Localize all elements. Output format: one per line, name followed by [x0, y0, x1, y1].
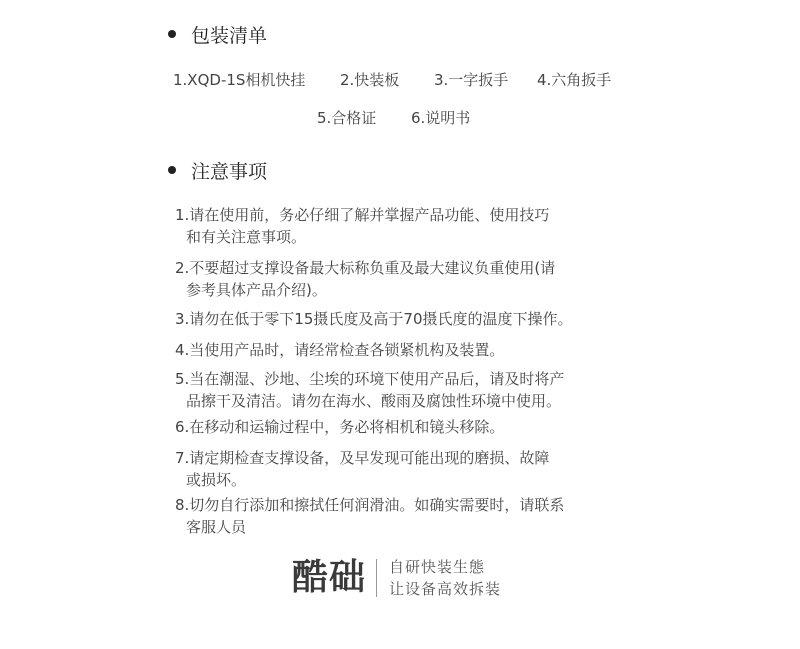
packing-item: 3.一字扳手	[434, 71, 509, 89]
notes-title: 注意事项	[191, 160, 268, 183]
note-line: 品擦干及清洁。请勿在海水、酸雨及腐蚀性环境中使用。	[186, 392, 562, 410]
brand-footer	[292, 556, 501, 600]
note-line: 3.请勿在低于零下15摄氏度及高于70摄氏度的温度下操作。	[175, 310, 573, 328]
note-item	[175, 339, 504, 361]
brand-slogan	[389, 556, 501, 600]
notes-heading	[166, 158, 267, 182]
note-item	[175, 494, 564, 538]
brand-slogan-line: 自研快装生態	[389, 558, 486, 576]
packing-item: 6.说明书	[411, 109, 471, 127]
packing-item: 4.六角扳手	[537, 71, 612, 89]
note-line: 和有关注意事项。	[186, 228, 307, 246]
brand-slogan-line: 让设备高效拆装	[389, 580, 502, 598]
packing-item: 2.快装板	[340, 71, 400, 89]
packing-item: 1.XQD-1S相机快挂	[173, 71, 306, 89]
note-item	[175, 447, 549, 491]
note-line: 参考具体产品介绍)。	[186, 281, 327, 299]
note-line: 8.切勿自行添加和擦拭任何润滑油。如确实需要时，请联系	[175, 496, 565, 514]
note-line: 2.不要超过支撑设备最大标称负重及最大建议负重使用(请	[175, 259, 556, 277]
note-line: 5.当在潮湿、沙地、尘埃的环境下使用产品后，请及时将产	[175, 370, 565, 388]
brand-logo: 酷础	[292, 557, 367, 598]
packing-list-title: 包装清单	[191, 24, 268, 47]
note-line: 7.请定期检查支撑设备，及早发现可能出现的磨损、故障	[175, 449, 550, 467]
note-line: 6.在移动和运输过程中，务必将相机和镜头移除。	[175, 418, 505, 436]
note-item	[175, 308, 573, 330]
note-line: 或损坏。	[186, 471, 247, 489]
note-item	[175, 416, 504, 438]
bullet-icon	[168, 30, 176, 38]
note-item	[175, 204, 549, 248]
brand-divider	[376, 559, 377, 597]
note-line: 1.请在使用前，务必仔细了解并掌握产品功能、使用技巧	[175, 206, 550, 224]
note-line: 4.当使用产品时，请经常检查各锁紧机构及装置。	[175, 341, 505, 359]
packing-list-heading	[166, 22, 267, 46]
note-item	[175, 368, 564, 412]
bullet-icon	[168, 166, 176, 174]
note-item	[175, 257, 555, 301]
note-line: 客服人员	[186, 518, 247, 536]
packing-item: 5.合格证	[317, 109, 377, 127]
